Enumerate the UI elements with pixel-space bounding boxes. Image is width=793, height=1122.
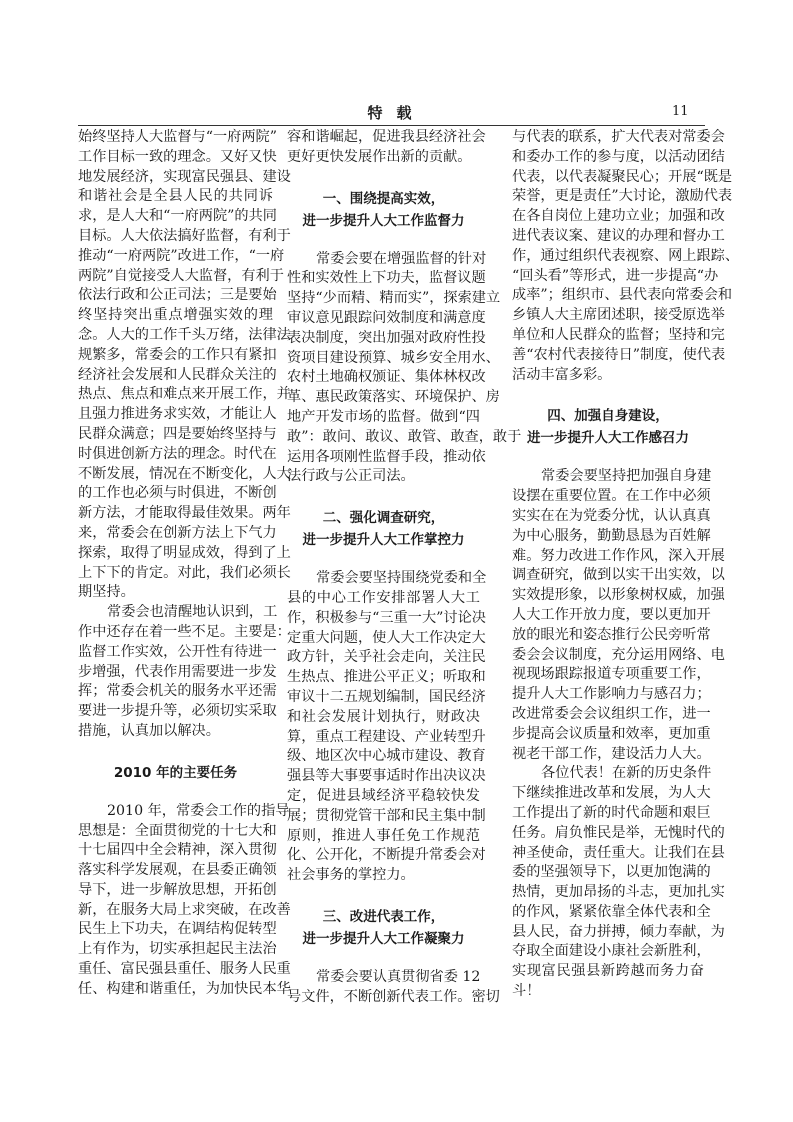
text-line: 十七届四中全会精神，深入贯彻 bbox=[78, 842, 277, 859]
heading-line: 进一步提升人大工作监督力 bbox=[302, 212, 465, 229]
heading-line: 进一步提升人大工作感召力 bbox=[527, 430, 689, 447]
text-line: 实实在在为党委分忧，认认真真 bbox=[512, 507, 711, 524]
text-line: 定，促进县域经济平稳较快发 bbox=[287, 787, 480, 804]
text-column-2 bbox=[287, 128, 522, 1008]
text-line: 新，在服务大局上求突破，在改善 bbox=[78, 901, 291, 918]
text-line: 设摆在重要位置。在工作中必须 bbox=[512, 488, 711, 505]
text-line: 2010 年，常委会工作的指导 bbox=[107, 802, 290, 819]
text-line: 难。努力改进工作作风，深入开展 bbox=[512, 547, 725, 564]
text-line: 资项目建设预算、城乡安全用水、 bbox=[287, 349, 500, 366]
text-line: 夺取全面建设小康社会新胜利， bbox=[512, 943, 711, 960]
text-line: 规繁多，常委会的工作只有紧扣 bbox=[78, 346, 277, 363]
text-line: 重任、富民强县重任、服务人民重 bbox=[78, 961, 291, 978]
text-line: 期坚持。 bbox=[78, 584, 135, 601]
text-line: 在各自岗位上建功立业；加强和改 bbox=[512, 208, 725, 225]
heading-line: 进一步提升人大工作掌控力 bbox=[302, 532, 465, 549]
section-heading bbox=[287, 906, 480, 950]
text-line: 两院”自觉接受人大监督，有利于 bbox=[78, 267, 284, 284]
heading-line: 2010 年的主要任务 bbox=[113, 764, 238, 781]
text-line: 经济社会发展和人民群众关注的 bbox=[78, 366, 277, 383]
text-line: 下继续推进改革和发展，为人大 bbox=[512, 785, 711, 802]
text-line: 为中心服务，勤勤恳恳为百姓解 bbox=[512, 527, 711, 544]
text-line: 神圣使命，责任重大。让我们在县 bbox=[512, 844, 725, 861]
text-line: 级、地区次中心城市建设、教育 bbox=[287, 748, 486, 765]
text-line: 步增强，代表作用需要进一步发 bbox=[78, 663, 277, 680]
text-line: 人大工作开放力度，要以更加开 bbox=[512, 606, 711, 623]
text-line: 和谐社会是全县人民的共同诉 bbox=[78, 188, 273, 205]
text-line: 常委会要坚持围绕党委和全 bbox=[316, 570, 487, 587]
text-line: 常委会要认真贯彻省委 12 bbox=[316, 968, 481, 985]
text-line: 算，重点工程建设、产业转型升 bbox=[287, 728, 486, 745]
text-line: 来，常委会在创新方法上下气力 bbox=[78, 524, 277, 541]
text-line: 落实科学发展观，在县委正确领 bbox=[78, 862, 277, 879]
paragraph bbox=[78, 802, 291, 1000]
paragraph bbox=[287, 250, 522, 488]
text-line: 斗！ bbox=[512, 983, 541, 1000]
text-line: 委会会议制度，充分运用网络、电 bbox=[512, 646, 725, 663]
heading-line: 进一步提升人大工作凝聚力 bbox=[302, 930, 465, 947]
running-header-section-title: 特载 bbox=[367, 104, 426, 122]
text-line: 任、构建和谐重任，为加快民本华 bbox=[78, 980, 291, 997]
text-line: 终坚持突出重点增强实效的理 bbox=[78, 307, 273, 324]
paragraph bbox=[78, 603, 291, 742]
text-line: 民群众满意；四是要始终坚持与 bbox=[78, 425, 277, 442]
text-line: 活动丰富多彩。 bbox=[512, 366, 612, 383]
text-line: 荣誉，更是责任”大讨论，激励代表 bbox=[512, 188, 733, 205]
text-line: 强县等大事要事适时作出决议决 bbox=[287, 768, 486, 785]
text-line: 实效提形象，以形象树权威，加强 bbox=[512, 587, 725, 604]
text-line: 调查研究，做到以实干出实效，以 bbox=[512, 567, 725, 584]
text-line: 各位代表！在新的历史条件 bbox=[541, 765, 712, 782]
text-line: 展；贯彻党管干部和民主集中制 bbox=[287, 807, 486, 824]
text-line: 坚持“少而精、精而实”，探索建立 bbox=[287, 290, 501, 307]
text-line: 进代表议案、建议的办理和督办工 bbox=[512, 227, 725, 244]
text-line: 常委会要在增强监督的针对 bbox=[316, 250, 487, 267]
heading-line: 一、围绕提高实效， bbox=[322, 190, 445, 207]
text-line: 步提高会议质量和效率，更加重 bbox=[512, 725, 711, 742]
text-line: 的作风，紧紧依靠全体代表和全 bbox=[512, 903, 711, 920]
text-line: 政方针，关乎社会走向，关注民 bbox=[287, 649, 486, 666]
paragraph bbox=[287, 128, 486, 168]
text-line: 提升人大工作影响力与感召力； bbox=[512, 686, 711, 703]
text-line: 时俱进创新方法的理念。时代在 bbox=[78, 445, 277, 462]
text-line: 县的中心工作安排部署人大工 bbox=[287, 589, 480, 606]
text-line: 措施，认真加以解决。 bbox=[78, 722, 220, 739]
text-line: 敢”：敢问、敢议、敢管、敢查，敢于 bbox=[287, 428, 522, 445]
text-line: 法行政与公正司法。 bbox=[287, 468, 415, 485]
text-line: 探索，取得了明显成效，得到了上 bbox=[78, 544, 291, 561]
text-line: 新方法，才能取得最佳效果。两年 bbox=[78, 505, 291, 522]
text-line: 原则，推进人事任免工作规范 bbox=[287, 827, 480, 844]
text-line: 号文件，不断创新代表工作。密切 bbox=[287, 988, 500, 1005]
text-line: 的工作也必须与时俱进，不断创 bbox=[78, 485, 277, 502]
text-line: 成率”；组织市、县代表向常委会和 bbox=[512, 287, 733, 304]
text-line: 常委会也清醒地认识到，工 bbox=[107, 604, 278, 621]
text-line: 民生上下功夫，在调结构促转型 bbox=[78, 921, 277, 938]
text-line: 审议十二五规划编制，国民经济 bbox=[287, 688, 486, 705]
text-line: 作，通过组织代表视察、网上跟踪、 bbox=[512, 247, 740, 264]
text-line: 目标。人大依法搞好监督，有利于 bbox=[78, 227, 291, 244]
text-line: 定重大问题，使人大工作决定大 bbox=[287, 629, 486, 646]
section-heading bbox=[287, 188, 480, 232]
text-line: 上有作为，切实承担起民主法治 bbox=[78, 941, 277, 958]
text-line: 性和实效性上下功夫，监督议题 bbox=[287, 270, 486, 287]
text-line: 社会事务的掌控力。 bbox=[287, 867, 415, 884]
text-line: 要进一步提升等，必须切实采取 bbox=[78, 703, 277, 720]
section-heading bbox=[287, 507, 480, 551]
text-line: 工作提出了新的时代命题和艰巨 bbox=[512, 804, 711, 821]
text-line: 运用各项刚性监督手段，推动依 bbox=[287, 448, 486, 465]
paragraph bbox=[78, 128, 291, 603]
text-line: 放的眼光和姿态推行公民旁听常 bbox=[512, 626, 711, 643]
text-line: 视老干部工作，建设活力人大。 bbox=[512, 745, 711, 762]
text-line: 代表，以代表凝聚民心；开展“既是 bbox=[512, 168, 733, 185]
text-line: 视现场跟踪报道专项重要工作， bbox=[512, 666, 711, 683]
text-line: 革、惠民政策落实、环境保护、房 bbox=[287, 389, 500, 406]
heading-line: 四、加强自身建设， bbox=[547, 408, 669, 425]
section-heading bbox=[512, 405, 704, 449]
text-line: 表决制度，突出加强对政府性投 bbox=[287, 329, 486, 346]
text-line: 乡镇人大主席团述职，接受原选举 bbox=[512, 307, 725, 324]
text-line: 依法行政和公正司法；三是要始 bbox=[78, 287, 277, 304]
header-rule bbox=[78, 125, 705, 126]
text-line: 化、公开化，不断提升常委会对 bbox=[287, 847, 486, 864]
paragraph bbox=[512, 467, 725, 764]
text-line: 实现富民强县新跨越而务力奋 bbox=[512, 963, 704, 980]
text-line: 任务。肩负惟民是举，无愧时代的 bbox=[512, 824, 725, 841]
text-line: 工作目标一致的理念。又好又快 bbox=[78, 148, 277, 165]
text-line: 和委办工作的参与度，以活动团结 bbox=[512, 148, 725, 165]
text-line: 且强力推进务求实效，才能让人 bbox=[78, 406, 277, 423]
text-line: 县人民，奋力拼搏，倾力奉献，为 bbox=[512, 923, 725, 940]
text-line: 改进常委会会议组织工作，进一 bbox=[512, 705, 711, 722]
text-line: 作中还存在着一些不足。主要是： bbox=[78, 623, 291, 640]
text-line: 导下，进一步解放思想，开拓创 bbox=[78, 881, 277, 898]
text-line: 单位和人民群众的监督；坚持和完 bbox=[512, 326, 725, 343]
heading-line: 二、强化调查研究， bbox=[322, 510, 445, 527]
text-line: 与代表的联系，扩大代表对常委会 bbox=[512, 129, 725, 145]
paragraph bbox=[287, 569, 487, 886]
text-line: 更好更快发展作出新的贡献。 bbox=[287, 148, 472, 165]
text-line: 地产开发市场的监督。做到“四 bbox=[287, 408, 480, 425]
section-heading bbox=[78, 762, 273, 784]
text-line: “回头看”等形式，进一步提高“办 bbox=[512, 267, 719, 284]
paragraph bbox=[512, 764, 725, 1002]
text-line: 挥；常委会机关的服务水平还需 bbox=[78, 683, 277, 700]
text-line: 地发展经济，实现富民强县、建设 bbox=[78, 168, 291, 185]
text-line: 委的坚强领导下，以更加饱满的 bbox=[512, 864, 711, 881]
text-line: 上下下的肯定。对此，我们必须长 bbox=[78, 564, 291, 581]
page-number: 11 bbox=[672, 104, 689, 119]
text-column-1 bbox=[78, 128, 291, 1000]
text-line: 念。人大的工作千头万绪，法律法 bbox=[78, 326, 291, 343]
text-line: 生热点、推进公平正义；听取和 bbox=[287, 669, 486, 686]
heading-line: 三、改进代表工作， bbox=[322, 908, 445, 925]
text-column-3 bbox=[512, 128, 740, 1002]
paragraph bbox=[287, 968, 500, 1008]
text-line: 推动“一府两院”改进工作，“一府 bbox=[78, 247, 285, 264]
text-line: 不断发展，情况在不断变化，人大 bbox=[78, 465, 291, 482]
text-line: 监督工作实效，公开性有待进一 bbox=[78, 643, 277, 660]
text-line: 求，是人大和“一府两院”的共同 bbox=[78, 208, 277, 225]
text-line: 作，积极参与“三重一大”讨论决 bbox=[287, 609, 486, 626]
text-line: 热点、焦点和难点来开展工作，并 bbox=[78, 386, 291, 403]
text-line: 热情，更加昂扬的斗志，更加扎实 bbox=[512, 884, 725, 901]
paragraph bbox=[512, 128, 740, 385]
text-line: 容和谐崛起，促进我县经济社会 bbox=[287, 129, 486, 145]
text-line: 常委会要坚持把加强自身建 bbox=[541, 468, 712, 485]
text-line: 始终坚持人大监督与“一府两院” bbox=[78, 129, 277, 145]
text-line: 思想是：全面贯彻党的十七大和 bbox=[78, 822, 277, 839]
text-line: 农村土地确权颁证、集体林权改 bbox=[287, 369, 486, 386]
text-line: 善“农村代表接待日”制度，使代表 bbox=[512, 346, 726, 363]
text-line: 和社会发展计划执行，财政决 bbox=[287, 708, 480, 725]
text-line: 审议意见跟踪问效制度和满意度 bbox=[287, 309, 486, 326]
